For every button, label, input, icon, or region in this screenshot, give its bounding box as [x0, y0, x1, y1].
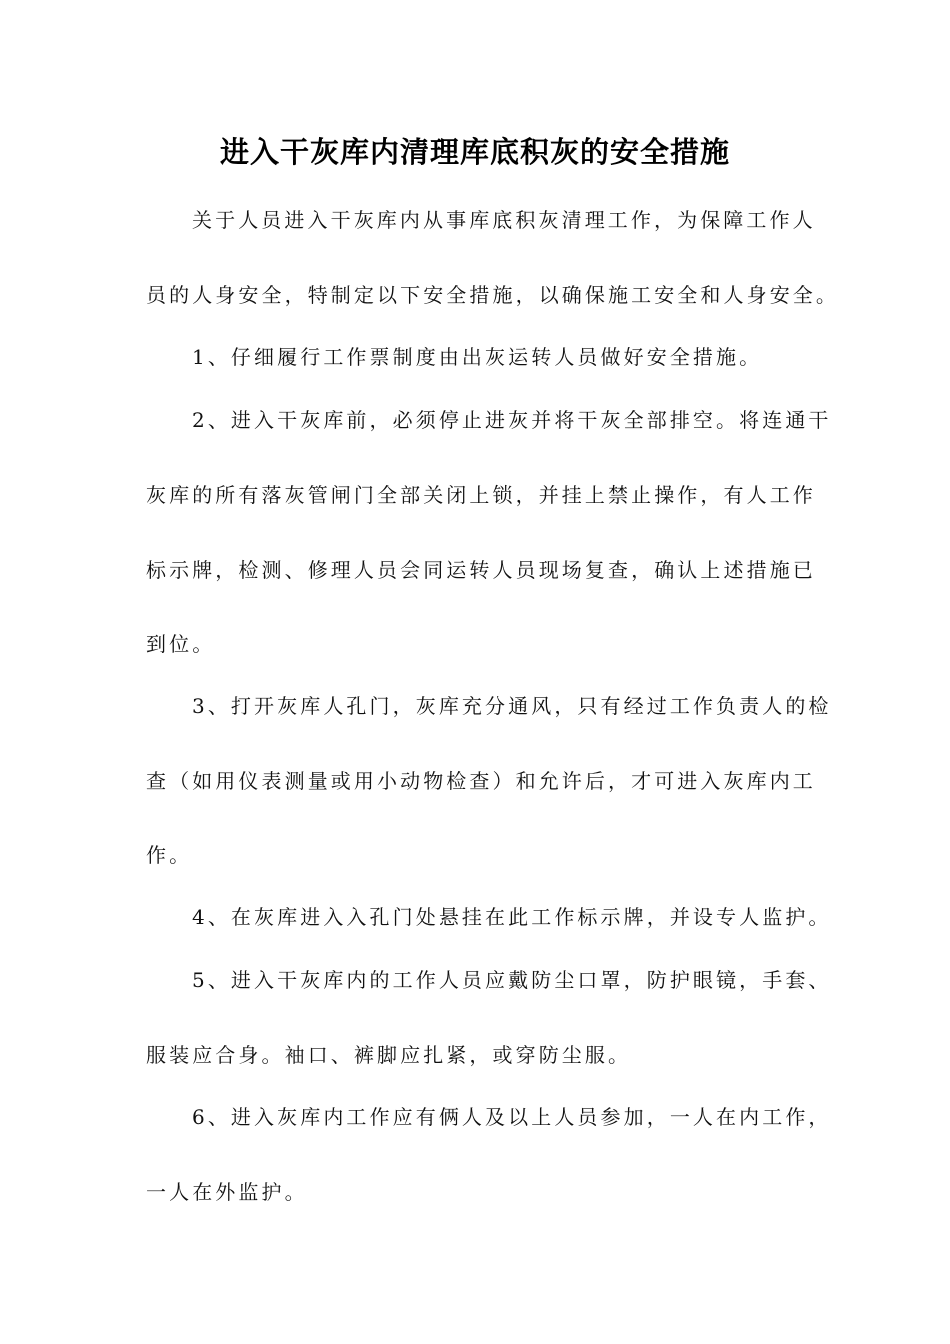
paragraph-line: 查（如用仪表测量或用小动物检查）和允许后，才可进入灰库内工	[146, 769, 816, 793]
paragraph-line: 2、进入干灰库前，必须停止进灰并将干灰全部排空。将连通干	[192, 408, 832, 432]
paragraph-line: 3、打开灰库人孔门，灰库充分通风，只有经过工作负责人的检	[192, 694, 832, 718]
paragraph-line: 关于人员进入干灰库内从事库底积灰清理工作，为保障工作人	[192, 208, 816, 232]
paragraph-line: 6、进入灰库内工作应有俩人及以上人员参加，一人在内工作，	[192, 1105, 832, 1129]
paragraph-line: 服装应合身。袖口、裤脚应扎紧，或穿防尘服。	[146, 1043, 632, 1067]
paragraph-line: 到位。	[146, 632, 216, 656]
paragraph-line: 标示牌，检测、修理人员会同运转人员现场复查，确认上述措施已	[146, 558, 816, 582]
paragraph-line: 员的人身安全，特制定以下安全措施，以确保施工安全和人身安全。	[146, 283, 839, 307]
paragraph-line: 4、在灰库进入入孔门处悬挂在此工作标示牌，并设专人监护。	[192, 905, 832, 929]
paragraph-line: 作。	[146, 843, 193, 867]
paragraph-line: 1、仔细履行工作票制度由出灰运转人员做好安全措施。	[192, 345, 763, 369]
paragraph-line: 一人在外监护。	[146, 1180, 308, 1204]
document-title: 进入干灰库内清理库底积灰的安全措施	[219, 135, 730, 169]
paragraph-line: 灰库的所有落灰管闸门全部关闭上锁，并挂上禁止操作，有人工作	[146, 483, 816, 507]
paragraph-line: 5、进入干灰库内的工作人员应戴防尘口罩，防护眼镜，手套、	[192, 968, 832, 992]
